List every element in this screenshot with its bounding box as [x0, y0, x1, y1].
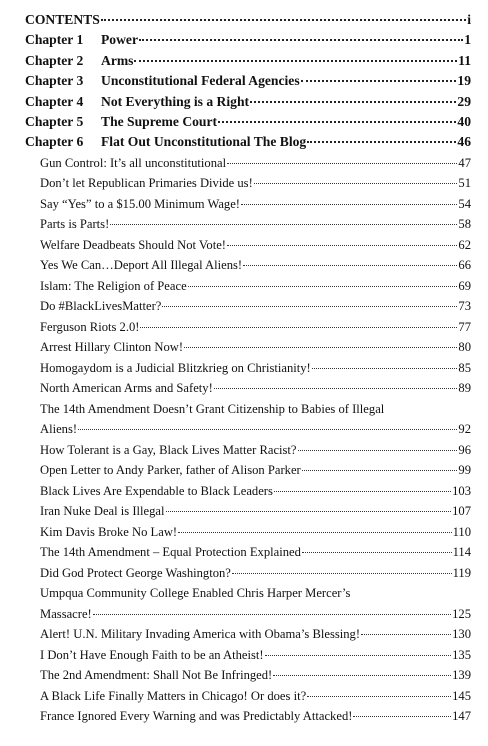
chapter-title: Arms [101, 52, 134, 68]
toc-entry-row[interactable] [40, 460, 471, 481]
chapter-number: Chapter 2 [25, 52, 84, 68]
toc-entry-row[interactable] [40, 358, 471, 379]
toc-entry-row[interactable] [40, 542, 471, 563]
dot-leader [302, 470, 458, 471]
dot-leader [302, 552, 452, 553]
entry-title: Iran Nuke Deal is Illegal [40, 504, 165, 519]
toc-entry-row[interactable] [40, 276, 471, 297]
page-number: 119 [452, 565, 471, 580]
page-number: 19 [457, 73, 471, 89]
entry-title: Kim Davis Broke No Law! [40, 524, 178, 539]
entry-title-line1[interactable]: The 14th Amendment Doesn’t Grant Citizenship to Babies of Illegal [40, 401, 385, 416]
toc-entry-row[interactable] [40, 214, 471, 235]
entry-title: Islam: The Religion of Peace [40, 278, 187, 293]
dot-leader [312, 368, 458, 369]
dot-leader [184, 347, 457, 348]
page-number: 66 [458, 258, 471, 273]
dot-leader [93, 614, 451, 615]
dot-leader [232, 573, 452, 574]
page-number: 110 [452, 524, 471, 539]
dot-leader [188, 286, 458, 287]
chapter-number: Chapter 6 [25, 134, 84, 150]
dot-leader [139, 39, 463, 41]
page-number: 130 [452, 627, 471, 642]
chapter-number: Chapter 5 [25, 113, 84, 129]
chapter-title: Power [101, 32, 138, 48]
dot-leader [301, 80, 457, 82]
dot-leader [162, 306, 457, 307]
dot-leader [298, 450, 458, 451]
toc-entry-row[interactable] [40, 235, 471, 256]
page-number: 80 [458, 340, 471, 355]
entry-title: France Ignored Every Warning and was Predictably Attacked! [40, 709, 353, 724]
toc-entry-row[interactable] [40, 317, 471, 338]
entry-title: Open Letter to Andy Parker, father of Alison Parker [40, 463, 301, 478]
chapter-title: Flat Out Unconstitutional The Blog [101, 134, 307, 150]
page-number: i [467, 12, 471, 27]
entry-title: Gun Control: It’s all unconstitutional [40, 155, 227, 170]
entry-title-line2: Aliens! [40, 422, 78, 437]
page-number: 62 [458, 237, 471, 252]
page-number: 40 [457, 113, 471, 129]
toc-entry-row[interactable] [40, 153, 471, 174]
toc-chapter-row[interactable] [25, 132, 471, 152]
toc-entry-row[interactable] [40, 255, 471, 276]
entry-title: How Tolerant is a Gay, Black Lives Matter Racist? [40, 442, 297, 457]
toc-entry-row[interactable] [40, 481, 471, 502]
dot-leader [273, 675, 451, 676]
toc-chapter-row[interactable] [25, 30, 471, 50]
entry-title: Alert! U.N. Military Invading America with Obama’s Blessing! [40, 627, 361, 642]
dot-leader [241, 204, 457, 205]
page-number: 29 [457, 93, 471, 109]
page-number: 51 [458, 176, 471, 191]
page-number: 139 [452, 668, 471, 683]
toc-entry-row[interactable] [40, 624, 471, 645]
page-number: 77 [458, 319, 471, 334]
toc-entry-row[interactable] [40, 665, 471, 686]
page-number: 114 [452, 545, 471, 560]
page-number: 107 [452, 504, 471, 519]
page-number: 135 [452, 647, 471, 662]
entry-title: Black Lives Are Expendable to Black Leaders [40, 483, 273, 498]
entry-title: Arrest Hillary Clinton Now! [40, 340, 184, 355]
page-number: 145 [452, 688, 471, 703]
entry-title-line2: Massacre! [40, 606, 92, 621]
toc-chapter-row[interactable] [25, 71, 471, 91]
entry-title: I Don’t Have Enough Faith to be an Atheist! [40, 647, 264, 662]
contents-heading: CONTENTS [25, 12, 100, 27]
page-number: 47 [458, 155, 471, 170]
dot-leader [250, 101, 456, 103]
dot-leader [140, 327, 457, 328]
dot-leader [265, 655, 451, 656]
entry-title: Yes We Can…Deport All Illegal Aliens! [40, 258, 243, 273]
toc-entry-row[interactable] [40, 604, 471, 625]
dot-leader [134, 60, 457, 62]
dot-leader [227, 163, 457, 164]
dot-leader [101, 19, 466, 21]
toc-entry-row[interactable] [40, 419, 471, 440]
toc-entry-row[interactable] [40, 686, 471, 707]
entry-title: Did God Protect George Washington? [40, 565, 231, 580]
toc-entry-row[interactable] [40, 337, 471, 358]
toc-entry-row[interactable] [40, 501, 471, 522]
dot-leader [214, 388, 458, 389]
page-number: 54 [458, 196, 471, 211]
dot-leader [274, 491, 451, 492]
page-number: 58 [458, 217, 471, 232]
toc-entry-row[interactable] [40, 296, 471, 317]
chapter-number: Chapter 1 [25, 32, 84, 48]
toc-entry-row[interactable] [40, 194, 471, 215]
dot-leader [218, 121, 456, 123]
page-number: 73 [458, 299, 471, 314]
chapter-title: The Supreme Court [101, 113, 218, 129]
page-number: 85 [458, 360, 471, 375]
dot-leader [361, 634, 451, 635]
chapter-number: Chapter 3 [25, 73, 84, 89]
page-number: 92 [458, 422, 471, 437]
toc-entry-row[interactable] [40, 440, 471, 461]
entry-title: Don’t let Republican Primaries Divide us! [40, 176, 253, 191]
dot-leader [353, 716, 451, 717]
dot-leader [307, 696, 451, 697]
chapter-number: Chapter 4 [25, 93, 84, 109]
page-number: 1 [464, 32, 471, 48]
entry-title: The 2nd Amendment: Shall Not Be Infringed! [40, 668, 273, 683]
toc-chapter-row[interactable] [25, 92, 471, 112]
chapter-title: Unconstitutional Federal Agencies [101, 73, 300, 89]
table-of-contents [25, 10, 471, 727]
entry-title: The 14th Amendment – Equal Protection Explained [40, 545, 301, 560]
entry-title: North American Arms and Safety! [40, 381, 213, 396]
toc-entry-row[interactable] [40, 173, 471, 194]
page-number: 147 [452, 709, 471, 724]
entry-title: Say “Yes” to a $15.00 Minimum Wage! [40, 196, 241, 211]
toc-chapter-row[interactable] [25, 51, 471, 71]
dot-leader [227, 245, 457, 246]
page-number: 46 [457, 134, 471, 150]
entry-title: Do #BlackLivesMatter? [40, 299, 162, 314]
toc-entry-row[interactable] [40, 563, 471, 584]
entry-title: Ferguson Riots 2.0! [40, 319, 140, 334]
toc-entry-row[interactable] [40, 706, 471, 727]
page-number: 125 [452, 606, 471, 621]
page-number: 11 [458, 52, 471, 68]
entry-title: Parts is Parts! [40, 217, 110, 232]
dot-leader [110, 224, 457, 225]
entry-title-line1[interactable]: Umpqua Community College Enabled Chris Harper Mercer’s [40, 586, 351, 601]
page-number: 69 [458, 278, 471, 293]
toc-entry-row[interactable] [40, 378, 471, 399]
entry-title: A Black Life Finally Matters in Chicago! Or does it? [40, 688, 307, 703]
toc-contents-row[interactable] [25, 10, 471, 30]
page-number: 103 [452, 483, 471, 498]
page-number: 96 [458, 442, 471, 457]
page-number: 99 [458, 463, 471, 478]
dot-leader [166, 511, 452, 512]
chapter-title: Not Everything is a Right [101, 93, 250, 109]
dot-leader [254, 183, 458, 184]
toc-chapter-row[interactable] [25, 112, 471, 132]
toc-entry-row[interactable] [40, 522, 471, 543]
dot-leader [243, 265, 457, 266]
dot-leader [78, 429, 457, 430]
page-number: 89 [458, 381, 471, 396]
dot-leader [307, 141, 456, 143]
toc-entry-row[interactable] [40, 645, 471, 666]
dot-leader [178, 532, 451, 533]
entry-title: Welfare Deadbeats Should Not Vote! [40, 237, 226, 252]
entry-title: Homogaydom is a Judicial Blitzkrieg on Christianity! [40, 360, 311, 375]
